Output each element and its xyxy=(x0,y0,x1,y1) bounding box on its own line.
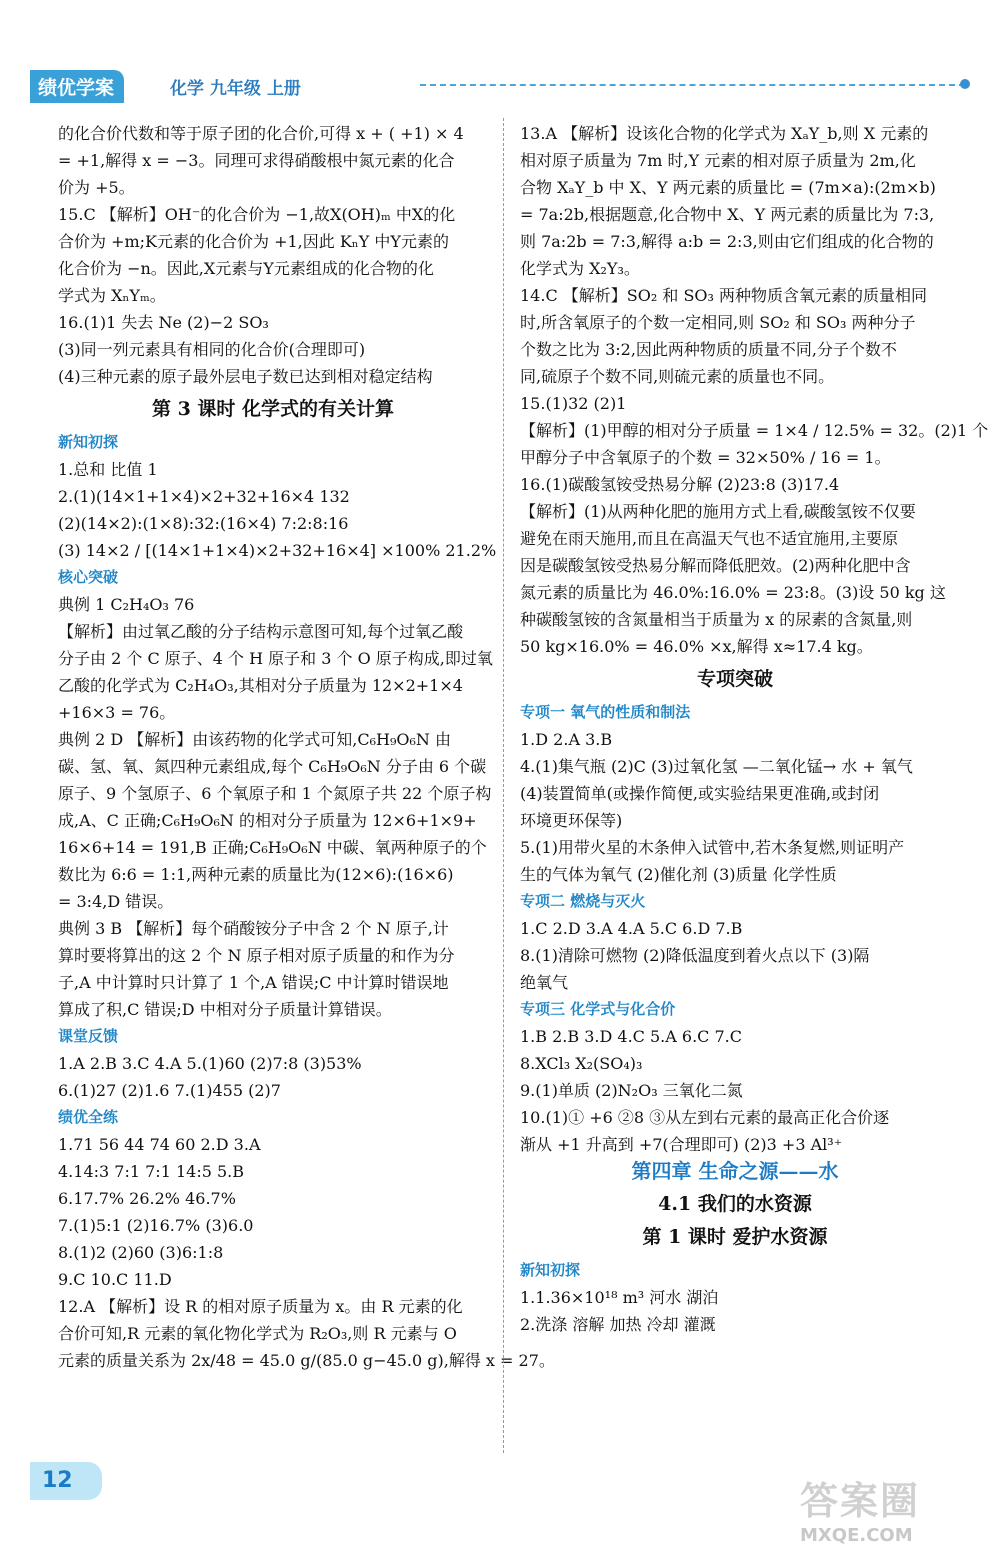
text-line: 典例 3 B 【解析】每个硝酸铵分子中含 2 个 N 原子,计 xyxy=(58,919,449,938)
text-line: 价为 +5。 xyxy=(58,178,135,197)
text-line: 数比为 6:6 = 1:1,两种元素的质量比为(12×6):(16×6) xyxy=(58,865,454,884)
text-line: 子,A 中计算时只计算了 1 个,A 错误;C 中计算时错误地 xyxy=(58,973,449,992)
text-line: 15.C 【解析】OH⁻的化合价为 −1,故X(OH)ₘ 中X的化 xyxy=(58,205,456,224)
subsection-heading: 绩优全练 xyxy=(58,1108,119,1126)
text-line: 合物 XₐY_b 中 X、Y 两元素的质量比 = (7m×a):(2m×b) xyxy=(520,178,936,197)
subsection-heading: 专项三 化学式与化合价 xyxy=(520,1000,676,1018)
text-line: 1.71 56 44 74 60 2.D 3.A xyxy=(58,1135,261,1154)
brand-logo: 绩优学案 xyxy=(30,70,124,103)
text-line: 典例 1 C₂H₄O₃ 76 xyxy=(58,595,195,614)
text-line: (3)同一列元素具有相同的化合价(合理即可) xyxy=(58,340,366,359)
page-header xyxy=(30,70,970,100)
section-title: 第 3 课时 化学式的有关计算 xyxy=(151,398,395,420)
text-line: 个数之比为 3:2,因此两种物质的质量不同,分子个数不 xyxy=(520,340,898,359)
text-line: 8.(1)清除可燃物 (2)降低温度到着火点以下 (3)隔 xyxy=(520,946,870,965)
text-line: 10.(1)① +6 ②8 ③从左到右元素的最高正化合价逐 xyxy=(520,1108,890,1127)
text-line: 15.(1)32 (2)1 xyxy=(520,394,627,413)
text-line: 渐从 +1 升高到 +7(合理即可) (2)3 +3 Al³⁺ xyxy=(520,1135,843,1154)
text-line: 种碳酸氢铵的含氮量相当于质量为 x 的尿素的含氮量,则 xyxy=(520,610,913,629)
header-divider xyxy=(420,84,965,86)
text-line: 的化合价代数和等于原子团的化合价,可得 x + ( +1) × 4 xyxy=(58,124,464,143)
text-line: 1.D 2.A 3.B xyxy=(520,730,613,749)
subsection-heading: 专项二 燃烧与灭火 xyxy=(520,892,646,910)
text-line: 原子、9 个氢原子、6 个氧原子和 1 个氮原子共 22 个原子构 xyxy=(58,784,492,803)
text-line: 9.C 10.C 11.D xyxy=(58,1270,172,1289)
text-line: 算成了积,C 错误;D 中相对分子质量计算错误。 xyxy=(58,1000,392,1019)
text-line: 【解析】(1)甲醇的相对分子质量 = 1×4 / 12.5% = 32。(2)1 个 xyxy=(520,421,989,440)
text-line: = 3:4,D 错误。 xyxy=(58,892,174,911)
watermark-logo: 答案圈 xyxy=(800,1479,921,1523)
text-line: 14.C 【解析】SO₂ 和 SO₃ 两种物质含氧元素的质量相同 xyxy=(520,286,928,305)
text-line: 化学式为 X₂Y₃。 xyxy=(520,259,640,278)
subsection-heading: 核心突破 xyxy=(58,568,119,586)
text-line: 学式为 XₙYₘ。 xyxy=(58,286,166,305)
text-line: 分子由 2 个 C 原子、4 个 H 原子和 3 个 O 原子构成,即过氧 xyxy=(58,649,493,668)
section-title: 第 1 课时 爱护水资源 xyxy=(642,1226,828,1248)
text-line: 因是碳酸氢铵受热易分解而降低肥效。(2)两种化肥中含 xyxy=(520,556,911,575)
header-dot-icon xyxy=(960,79,970,89)
text-line: 避免在雨天施用,而且在高温天气也不适宜施用,主要原 xyxy=(520,529,899,548)
text-line: 则 7a:2b = 7:3,解得 a:b = 2:3,则由它们组成的化合物的 xyxy=(520,232,934,251)
text-line: 5.(1)用带火星的木条伸入试管中,若木条复燃,则证明产 xyxy=(520,838,905,857)
text-line: 典例 2 D 【解析】由该药物的化学式可知,C₆H₉O₆N 由 xyxy=(58,730,451,749)
text-line: 碳、氢、氧、氮四种元素组成,每个 C₆H₉O₆N 分子由 6 个碳 xyxy=(58,757,487,776)
chapter-title: 第四章 生命之源——水 xyxy=(631,1159,839,1183)
text-line: 1.C 2.D 3.A 4.A 5.C 6.D 7.B xyxy=(520,919,743,938)
text-line: 1.A 2.B 3.C 4.A 5.(1)60 (2)7:8 (3)53% xyxy=(58,1054,362,1073)
text-line: 8.(1)2 (2)60 (3)6:1:8 xyxy=(58,1243,224,1262)
text-line: = +1,解得 x = −3。同理可求得硝酸根中氮元素的化合 xyxy=(58,151,455,170)
right-column xyxy=(520,120,989,1338)
text-line: (3) 14×2 / [(14×1+1×4)×2+32+16×4] ×100% 21.2% xyxy=(58,541,497,560)
subsection-heading: 课堂反馈 xyxy=(58,1027,119,1045)
text-line: 4.(1)集气瓶 (2)C (3)过氧化氢 —二氧化锰→ 水 + 氧气 xyxy=(520,757,913,776)
text-line: 12.A 【解析】设 R 的相对原子质量为 x。由 R 元素的化 xyxy=(58,1297,463,1316)
text-line: 4.14:3 7:1 7:1 14:5 5.B xyxy=(58,1162,244,1181)
text-line: 16.(1)1 失去 Ne (2)−2 SO₃ xyxy=(58,313,269,332)
text-line: 16×6+14 = 191,B 正确;C₆H₉O₆N 中碳、氧两种原子的个 xyxy=(58,838,487,857)
text-line: 1.总和 比值 1 xyxy=(58,460,158,479)
column-divider xyxy=(503,118,504,1453)
text-line: 乙酸的化学式为 C₂H₄O₃,其相对分子质量为 12×2+1×4 xyxy=(58,676,463,695)
watermark xyxy=(800,1470,920,1546)
text-line: +16×3 = 76。 xyxy=(58,703,176,722)
text-line: 2.洗涤 溶解 加热 冷却 灌溉 xyxy=(520,1315,716,1334)
text-line: 1.B 2.B 3.D 4.C 5.A 6.C 7.C xyxy=(520,1027,742,1046)
text-line: 化合价为 −n。因此,X元素与Y元素组成的化合物的化 xyxy=(58,259,434,278)
text-line: 9.(1)单质 (2)N₂O₃ 三氧化二氮 xyxy=(520,1081,743,1100)
text-line: 算时要将算出的这 2 个 N 原子相对原子质量的和作为分 xyxy=(58,946,455,965)
section-title: 专项突破 xyxy=(696,668,773,690)
text-line: 7.(1)5:1 (2)16.7% (3)6.0 xyxy=(58,1216,254,1235)
text-line: 合价为 +m;K元素的化合价为 +1,因此 KₙY 中Y元素的 xyxy=(58,232,449,251)
text-line: 环境更环保等) xyxy=(520,811,623,830)
text-line: 时,所含氧原子的个数一定相同,则 SO₂ 和 SO₃ 两种分子 xyxy=(520,313,916,332)
text-line: (2)(14×2):(1×8):32:(16×4) 7:2:8:16 xyxy=(58,514,349,533)
text-line: 氮元素的质量比为 46.0%:16.0% = 23:8。(3)设 50 kg 这 xyxy=(520,583,946,602)
text-line: 13.A 【解析】设该化合物的化学式为 XₐY_b,则 X 元素的 xyxy=(520,124,929,143)
text-line: 6.17.7% 26.2% 46.7% xyxy=(58,1189,236,1208)
text-line: 2.(1)(14×1+1×4)×2+32+16×4 132 xyxy=(58,487,350,506)
text-line: (4)三种元素的原子最外层电子数已达到相对稳定结构 xyxy=(58,367,433,386)
text-line: 8.XCl₃ X₂(SO₄)₃ xyxy=(520,1054,643,1073)
text-line: 相对原子质量为 7m 时,Y 元素的相对原子质量为 2m,化 xyxy=(520,151,916,170)
text-line: 【解析】由过氧乙酸的分子结构示意图可知,每个过氧乙酸 xyxy=(58,622,464,641)
text-line: 1.1.36×10¹⁸ m³ 河水 湖泊 xyxy=(520,1288,719,1307)
text-line: 6.(1)27 (2)1.6 7.(1)455 (2)7 xyxy=(58,1081,281,1100)
text-line: 绝氧气 xyxy=(520,973,569,992)
page-number: 12 xyxy=(30,1462,102,1500)
text-line: 生的气体为氧气 (2)催化剂 (3)质量 化学性质 xyxy=(520,865,837,884)
watermark-url: MXQE.COM xyxy=(800,1525,913,1546)
subsection-heading: 新知初探 xyxy=(58,433,119,451)
text-line: 甲醇分子中含氧原子的个数 = 32×50% / 16 = 1。 xyxy=(520,448,891,467)
text-line: 【解析】(1)从两种化肥的施用方式上看,碳酸氢铵不仅要 xyxy=(520,502,916,521)
section-title: 4.1 我们的水资源 xyxy=(658,1193,812,1215)
text-line: 50 kg×16.0% = 46.0% ×x,解得 x≈17.4 kg。 xyxy=(520,637,873,656)
text-line: (4)装置简单(或操作简便,或实验结果更准确,或封闭 xyxy=(520,784,880,803)
header-subtitle: 化学 九年级 上册 xyxy=(170,79,301,99)
text-line: 成,A、C 正确;C₆H₉O₆N 的相对分子质量为 12×6+1×9+ xyxy=(58,811,477,830)
text-line: = 7a:2b,根据题意,化合物中 X、Y 两元素的质量比为 7:3, xyxy=(520,205,935,224)
text-line: 元素的质量关系为 2x/48 = 45.0 g/(85.0 g−45.0 g),解得 x = 27。 xyxy=(58,1351,555,1370)
text-line: 16.(1)碳酸氢铵受热易分解 (2)23:8 (3)17.4 xyxy=(520,475,840,494)
subsection-heading: 专项一 氧气的性质和制法 xyxy=(520,703,691,721)
text-line: 同,硫原子个数不同,则硫元素的质量也不同。 xyxy=(520,367,835,386)
text-line: 合价可知,R 元素的氧化物化学式为 R₂O₃,则 R 元素与 O xyxy=(58,1324,457,1343)
subsection-heading: 新知初探 xyxy=(520,1261,581,1279)
